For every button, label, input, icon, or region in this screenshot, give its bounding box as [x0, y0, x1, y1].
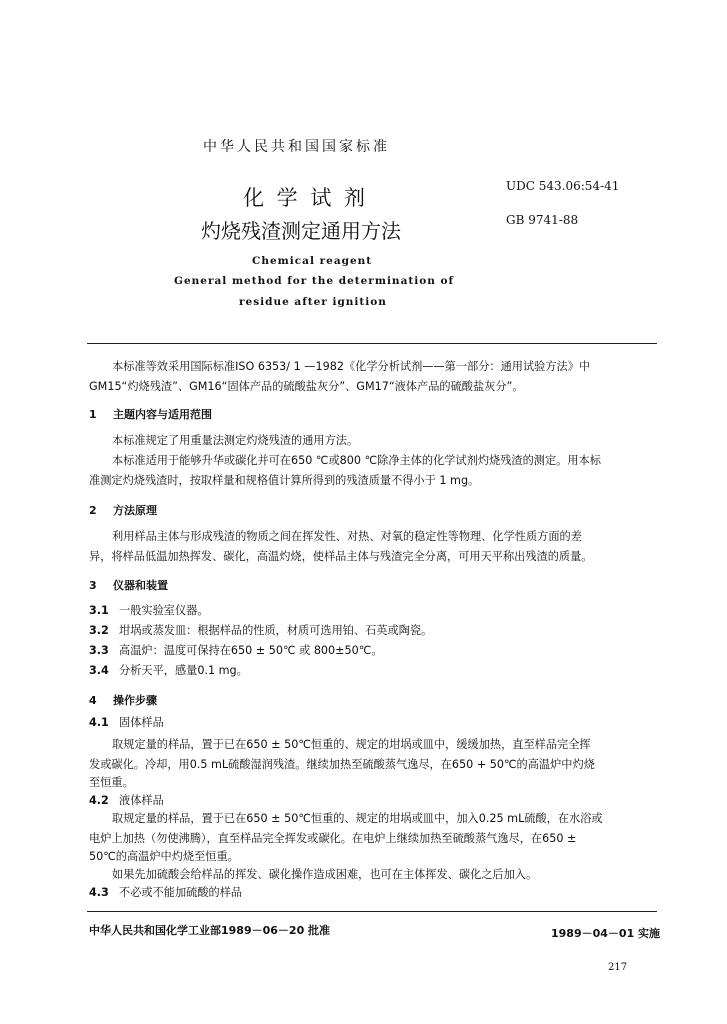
- s3-item-2: [89, 624, 432, 638]
- subsection-title: 固体样品: [119, 716, 164, 729]
- s4-2-heading: [89, 794, 164, 808]
- section-1-heading: [89, 406, 212, 422]
- s3-item-3: [89, 644, 383, 658]
- intro-line-2: GM15“灼烧残渣”、GM16“固体产品的硫酸盐灰分”、GM17“液体产品的硫酸盐灰分”。: [89, 380, 524, 393]
- s1-line-1: 本标准规定了用重量法测定灼烧残渣的通用方法。: [112, 434, 359, 447]
- title-chinese-line2: 灼烧残渣测定通用方法: [201, 219, 401, 243]
- s4-1-heading: [89, 716, 164, 730]
- subsection-title: 不必或不能加硫酸的样品: [119, 886, 243, 899]
- section-2-heading: [89, 502, 157, 518]
- item-number: 3.2: [89, 624, 109, 637]
- section-title: 仪器和装置: [113, 579, 168, 592]
- udc-code: UDC 543.06:54-41: [506, 179, 620, 193]
- item-text: 坩埚或蒸发皿：根据样品的性质，材质可选用铂、石英或陶瓷。: [119, 624, 433, 637]
- s3-item-1: [89, 604, 209, 618]
- header-divider: [87, 343, 657, 344]
- section-title: 方法原理: [113, 504, 157, 517]
- s3-item-4: [89, 664, 248, 678]
- item-number: 3.4: [89, 664, 109, 677]
- section-number: 2: [89, 504, 97, 517]
- footer-divider: [87, 911, 657, 912]
- section-title: 操作步骤: [113, 694, 157, 707]
- item-number: 3.3: [89, 644, 109, 657]
- section-number: 3: [89, 579, 97, 592]
- item-text: 一般实验室仪器。: [119, 604, 209, 617]
- section-number: 4: [89, 694, 97, 707]
- subsection-number: 4.3: [89, 886, 109, 899]
- s4-2-line-4: 如果先加硫酸会给样品的挥发、碳化操作造成困难，也可在主体挥发、碳化之后加入。: [112, 868, 538, 881]
- standard-org: 中华人民共和国国家标准: [203, 139, 390, 155]
- s4-2-line-1: 取规定量的样品，置于已在650 ± 50℃恒重的、规定的坩埚或皿中，加入0.25 mL硫酸，在水浴或: [112, 812, 603, 825]
- subsection-number: 4.2: [89, 794, 109, 807]
- item-number: 3.1: [89, 604, 109, 617]
- s4-1-line-3: 至恒重。: [89, 776, 134, 789]
- s4-2-line-3: 50℃的高温炉中灼烧至恒重。: [89, 850, 239, 863]
- title-english-line2: General method for the determination of: [174, 275, 455, 287]
- s4-3-heading: [89, 886, 242, 900]
- item-text: 高温炉：温度可保持在650 ± 50℃ 或 800±50℃。: [119, 644, 383, 657]
- approval-note: 中华人民共和国化学工业部1989－06－20 批准: [89, 924, 331, 937]
- section-4-heading: [89, 692, 157, 708]
- effective-date: 1989－04－01 实施: [551, 927, 661, 940]
- s2-line-1: 利用样品主体与形成残渣的物质之间在挥发性、对热、对氧的稳定性等物理、化学性质方面的差: [112, 530, 582, 543]
- section-number: 1: [89, 408, 97, 421]
- page-number: 217: [608, 962, 628, 973]
- s2-line-2: 异，将样品低温加热挥发、碳化，高温灼烧，使样品主体与残渣完全分离，可用天平称出残渣的质量。: [89, 550, 593, 563]
- subsection-number: 4.1: [89, 716, 109, 729]
- s4-1-line-1: 取规定量的样品，置于已在650 ± 50℃恒重的、规定的坩埚或皿中，缓缓加热，直至样品完全挥: [112, 738, 591, 751]
- section-3-heading: [89, 577, 168, 593]
- item-text: 分析天平，感量0.1 mg。: [119, 664, 248, 677]
- subsection-title: 液体样品: [119, 794, 164, 807]
- s4-1-line-2: 发或碳化。冷却，用0.5 mL硫酸湿润残渣。继续加热至硫酸蒸气逸尽，在650 + 50℃的高温炉中灼烧: [89, 758, 595, 771]
- section-title: 主题内容与适用范围: [113, 408, 212, 421]
- intro-line-1: 本标准等效采用国际标准ISO 6353/ 1 —1982《化学分析试剂——第一部分：通用试验方法》中: [112, 360, 591, 373]
- s4-2-line-2: 电炉上加热（勿使沸腾），直至样品完全挥发或碳化。在电炉上继续加热至硫酸蒸气逸尽，在650 ±: [89, 832, 577, 845]
- gb-code: GB 9741-88: [506, 213, 579, 227]
- title-english-line1: Chemical reagent: [252, 255, 373, 267]
- title-english-line3: residue after ignition: [239, 296, 387, 308]
- s1-line-2: 本标准适用于能够升华或碳化并可在650 ℃或800 ℃除净主体的化学试剂灼烧残渣的测定。用本标: [112, 454, 601, 467]
- s1-line-3: 准测定灼烧残渣时，按取样量和规格值计算所得到的残渣质量不得小于 1 mg。: [89, 474, 480, 487]
- title-chinese-line1: 化 学 试 剂: [243, 186, 369, 210]
